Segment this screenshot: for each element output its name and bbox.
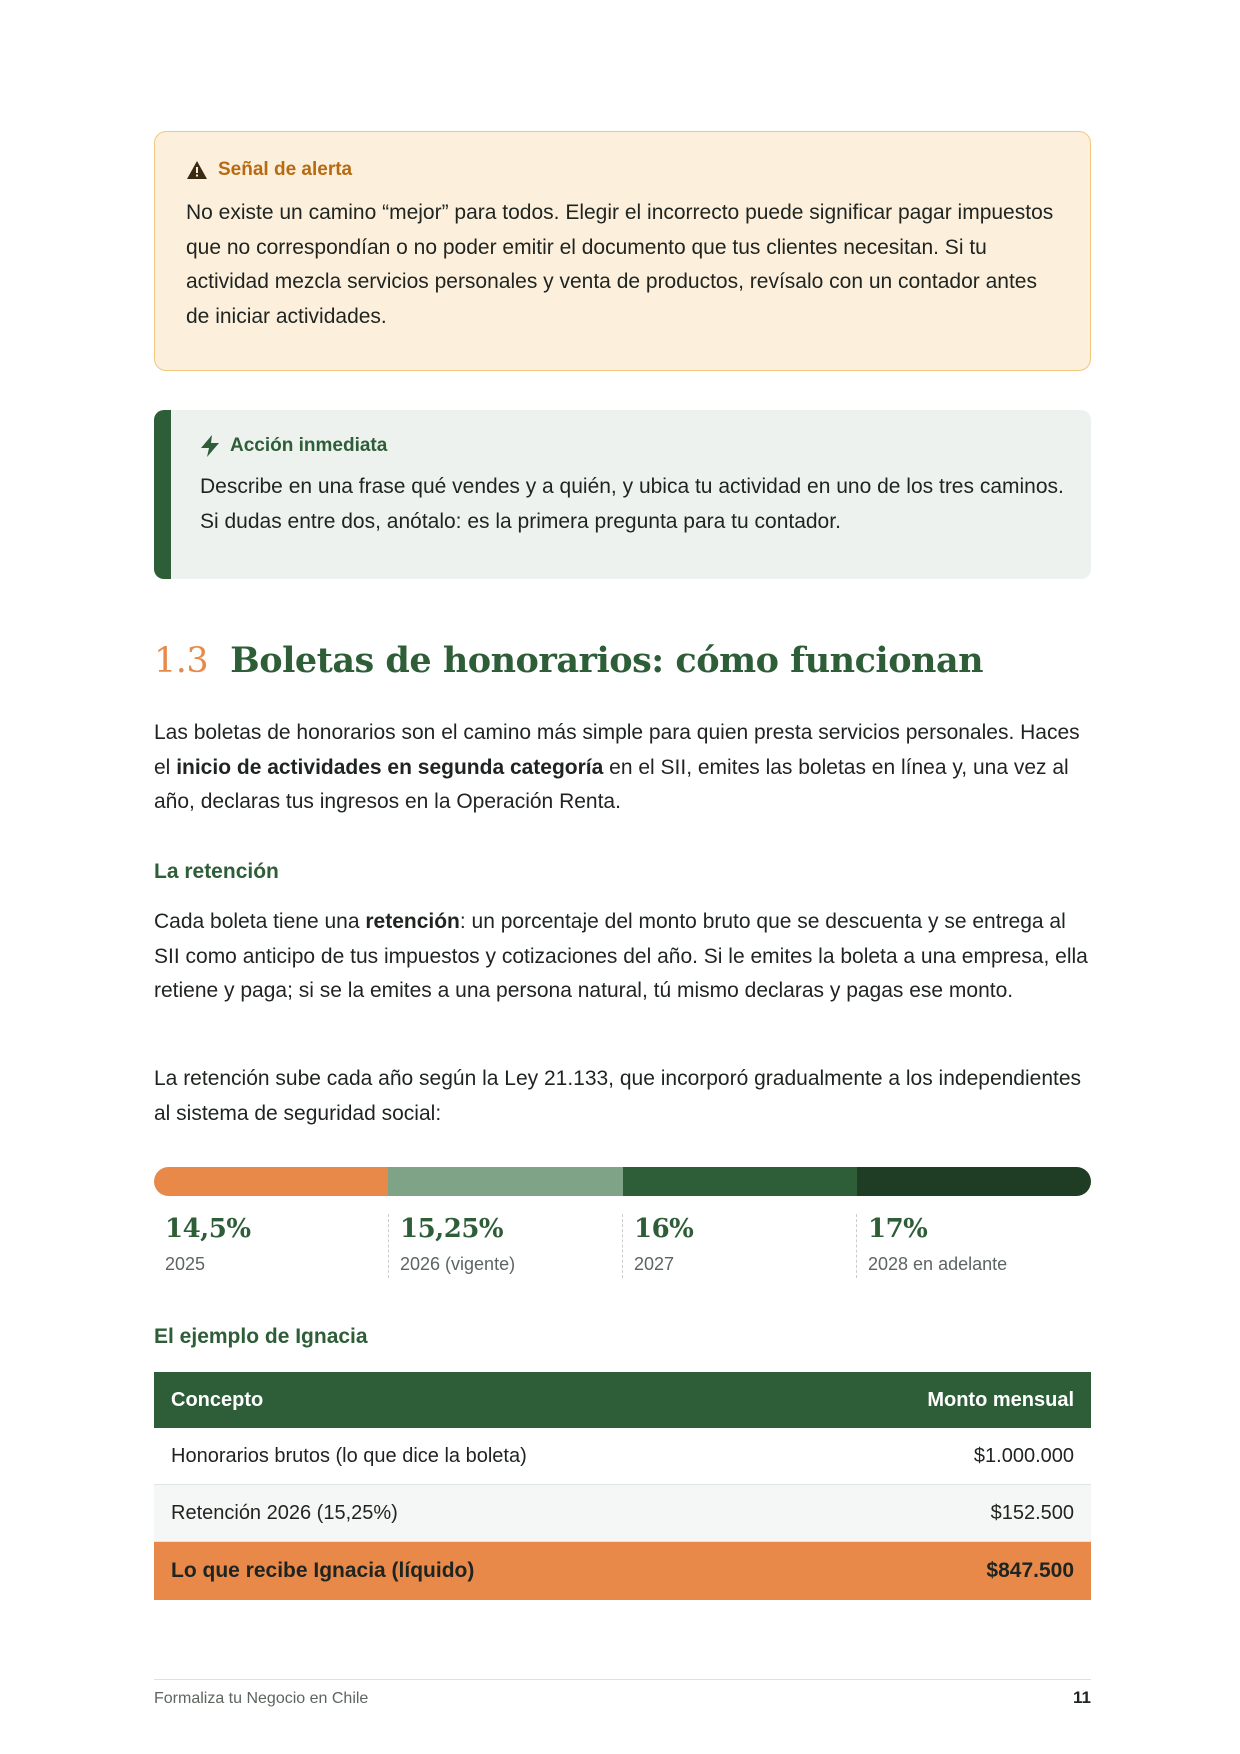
total-concept: Lo que recibe Ignacia (líquido) bbox=[171, 1559, 475, 1582]
rate-item-2028 bbox=[856, 1214, 1090, 1278]
alert-heading bbox=[186, 159, 352, 181]
retention-paragraph-2: La retención sube cada año según la Ley 21.133, que incorporó gradualmente a los independientes al sistema de seguridad social: bbox=[154, 1067, 1082, 1125]
rate-year: 2025 bbox=[165, 1254, 206, 1274]
alert-text: No existe un camino “mejor” para todos. Elegir el incorrecto puede significar pagar impuestos que no correspondían o no poder emitir el documento que tus clientes necesitan. Si tu actividad mezcla servicios personales y venta de productos, revísalo con un contador antes de iniciar actividades. bbox=[186, 201, 1054, 328]
rate-item-2025 bbox=[154, 1214, 388, 1278]
total-amount: $847.500 bbox=[986, 1559, 1074, 1582]
action-title: Acción inmediata bbox=[230, 435, 388, 456]
action-text: Describe en una frase qué vendes y a quién, y ubica tu actividad en uno de los tres caminos. Si dudas entre dos, anótalo: es la primera pregunta para tu contador. bbox=[200, 475, 1064, 533]
rate-segment-2025 bbox=[154, 1167, 388, 1196]
rate-value: 15,25% bbox=[400, 1214, 504, 1244]
section-number: 1.3 bbox=[154, 641, 209, 681]
rate-value: 16% bbox=[634, 1214, 694, 1244]
rate-item-2026 bbox=[388, 1214, 622, 1278]
rate-segment-2026 bbox=[388, 1167, 622, 1196]
rate-year: 2026 (vigente) bbox=[400, 1254, 516, 1274]
row-amount: $1.000.000 bbox=[973, 1444, 1074, 1467]
action-heading bbox=[200, 435, 387, 457]
page-number: 11 bbox=[1073, 1688, 1091, 1707]
section-heading bbox=[154, 640, 983, 681]
intro-text-2: en el SII, emites las boletas en línea y, una vez al año, declaras tus ingresos en la Operación Renta. bbox=[154, 755, 1069, 813]
rate-year: 2028 en adelante bbox=[868, 1254, 1008, 1274]
table-header bbox=[154, 1372, 1091, 1428]
table-row bbox=[154, 1485, 1091, 1542]
retention-text-2: : un porcentaje del monto bruto que se descuenta y se entrega al SII como anticipo de tus impuestos y cotizaciones del año. Si le emites la boleta a una empresa, ella retiene y paga; si se la emites a una persona natural, tú mismo declaras y pagas ese monto. bbox=[154, 910, 1088, 1002]
rate-value: 14,5% bbox=[165, 1214, 251, 1244]
example-heading: El ejemplo de Ignacia bbox=[154, 1325, 368, 1348]
table-total-row bbox=[154, 1542, 1091, 1600]
retention-paragraph-1 bbox=[154, 905, 1091, 1009]
row-concept: Honorarios brutos (lo que dice la boleta) bbox=[171, 1444, 527, 1467]
action-callout bbox=[154, 410, 1091, 579]
footer-divider bbox=[154, 1679, 1091, 1680]
row-concept: Retención 2026 (15,25%) bbox=[171, 1501, 398, 1524]
warning-icon bbox=[186, 160, 208, 180]
footer-title: Formaliza tu Negocio en Chile bbox=[154, 1690, 369, 1707]
example-table bbox=[154, 1372, 1091, 1600]
intro-text-1: Las boletas de honorarios son el camino más simple para quien presta servicios personales. Haces el bbox=[154, 721, 1080, 779]
retention-text-1: Cada boleta tiene una bbox=[154, 910, 366, 933]
rate-item-2027 bbox=[622, 1214, 856, 1278]
rate-value: 17% bbox=[868, 1214, 928, 1244]
intro-bold-text: inicio de actividades en segunda categoría bbox=[176, 755, 604, 779]
document-page bbox=[154, 0, 1091, 1754]
rate-segment-2028 bbox=[857, 1167, 1091, 1196]
retention-rate-bar bbox=[154, 1167, 1091, 1196]
lightning-icon bbox=[200, 435, 220, 457]
row-amount: $152.500 bbox=[990, 1501, 1074, 1524]
retention-heading: La retención bbox=[154, 860, 279, 883]
rate-year: 2027 bbox=[634, 1254, 675, 1274]
table-row bbox=[154, 1428, 1091, 1485]
alert-callout bbox=[154, 131, 1091, 371]
intro-paragraph bbox=[154, 716, 1091, 820]
column-header-concept: Concepto bbox=[171, 1388, 264, 1411]
section-title: Boletas de honorarios: cómo funcionan bbox=[230, 640, 984, 681]
alert-title: Señal de alerta bbox=[218, 159, 353, 180]
rate-segment-2027 bbox=[623, 1167, 857, 1196]
column-header-amount: Monto mensual bbox=[927, 1388, 1074, 1411]
retention-bold-text: retención bbox=[365, 910, 460, 933]
